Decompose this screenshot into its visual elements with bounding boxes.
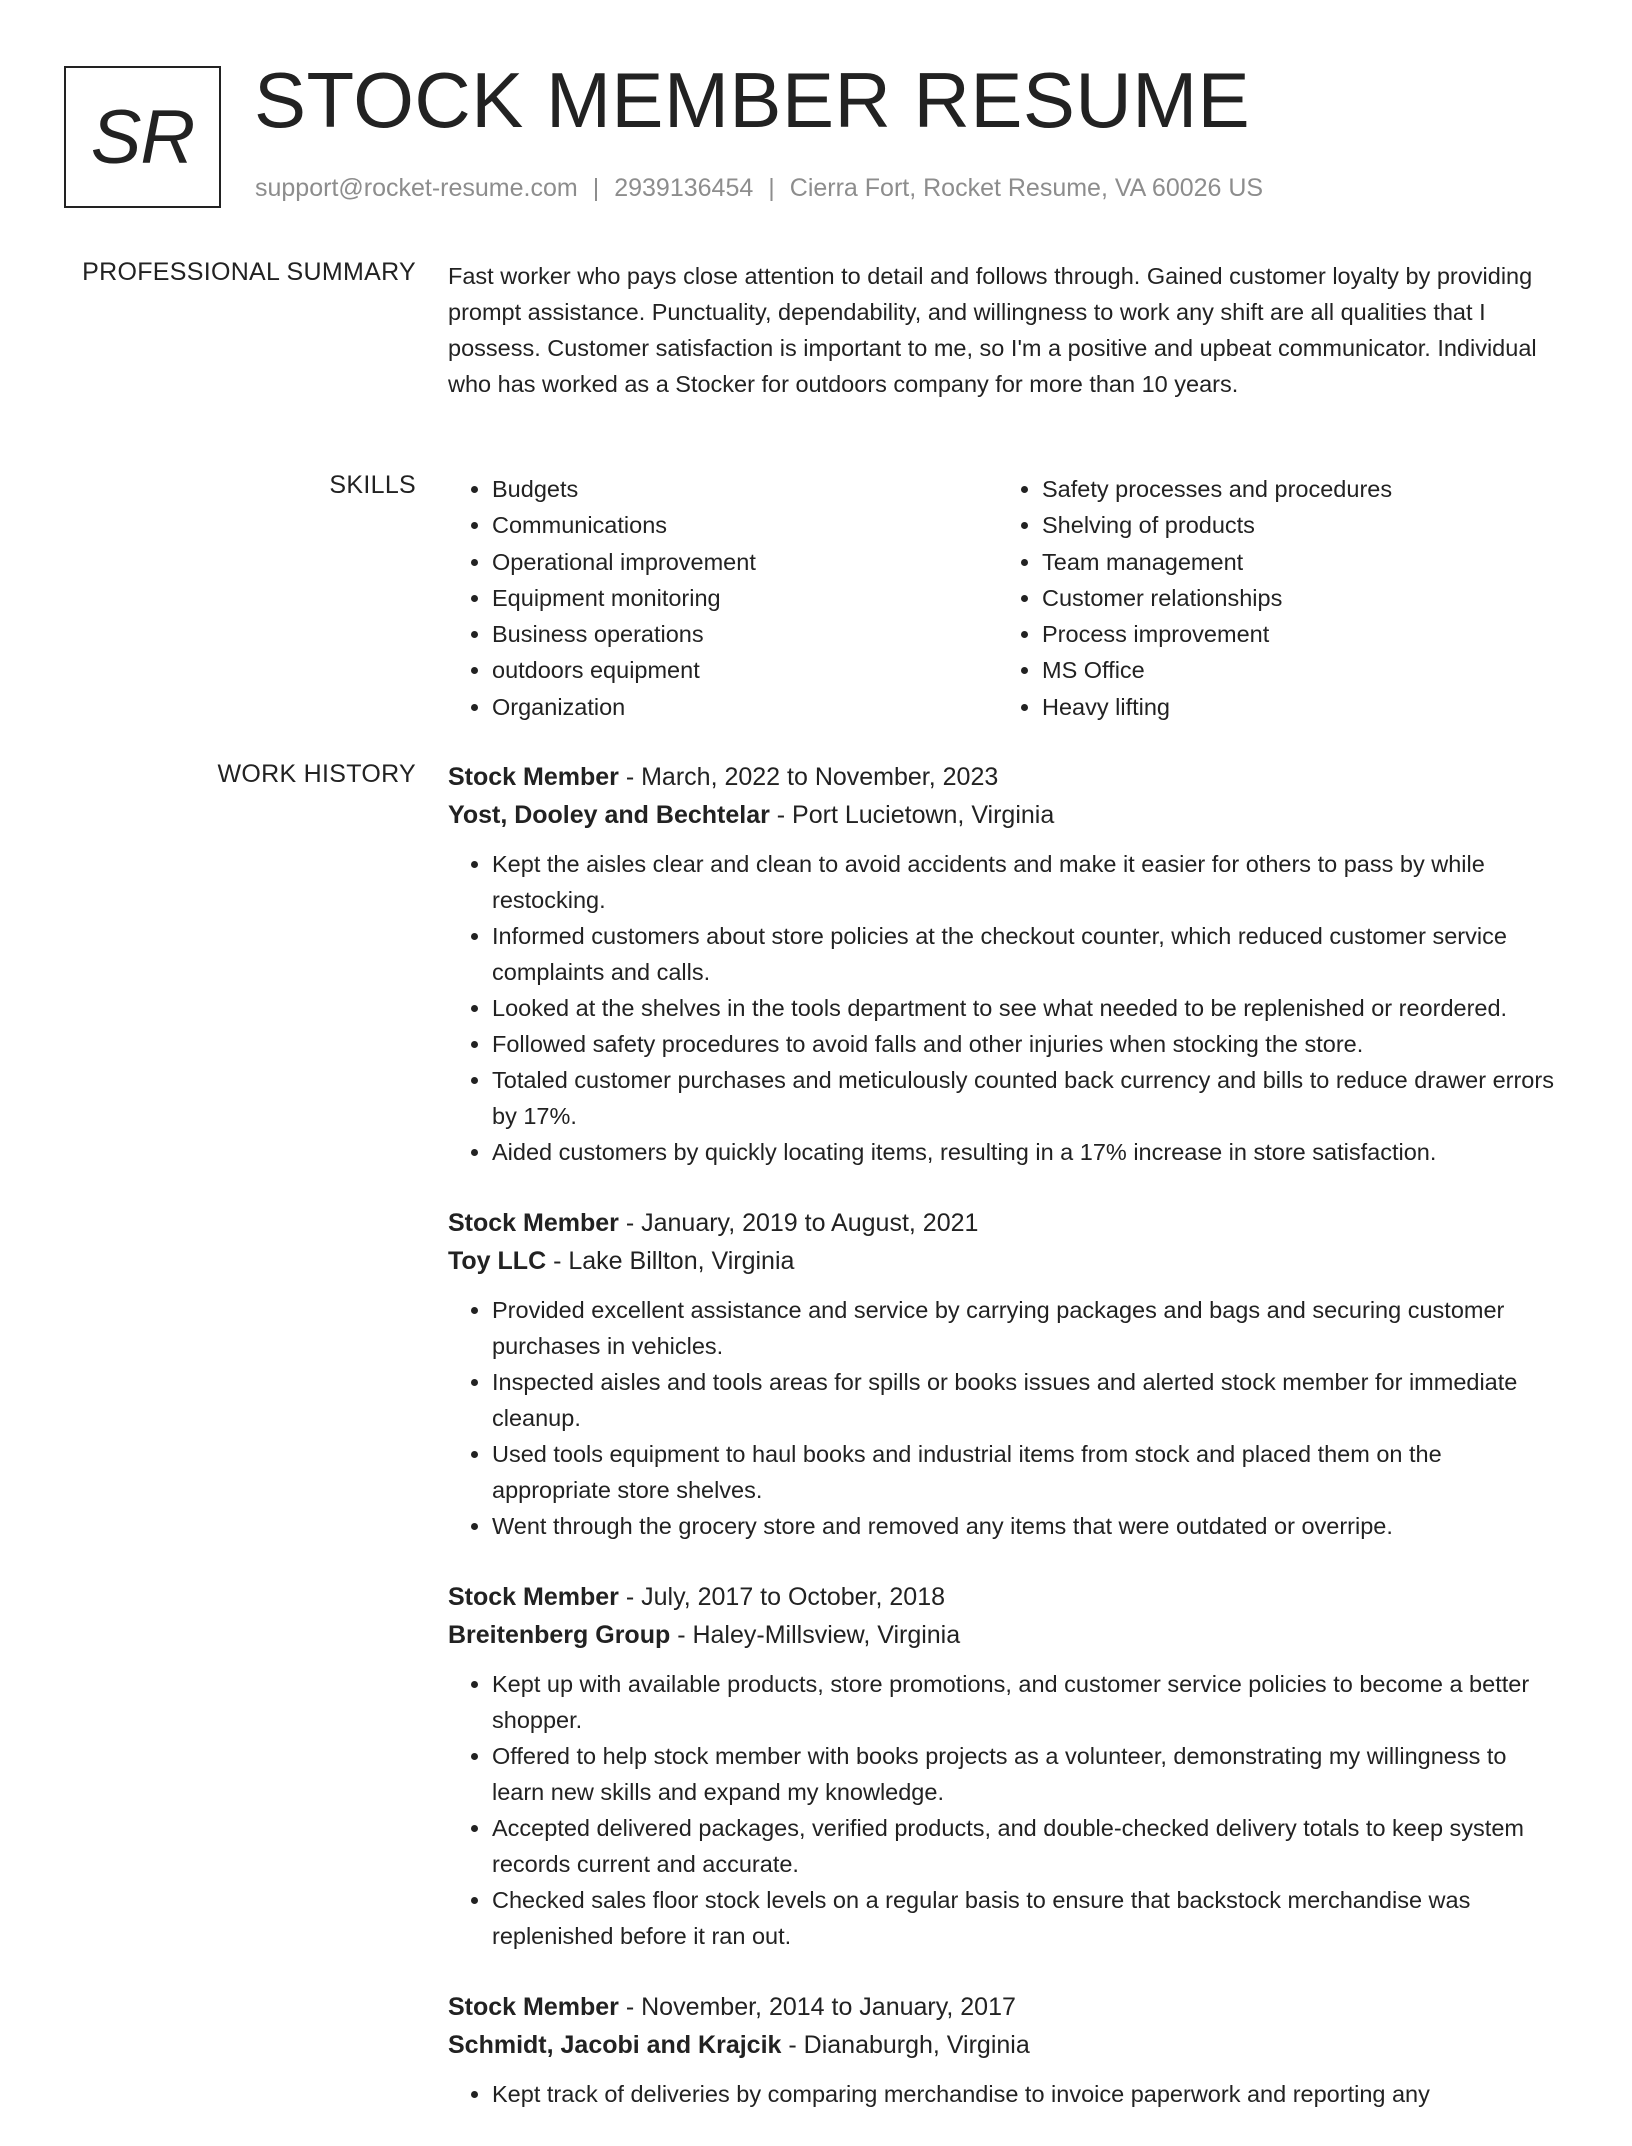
job-bullet: • Checked sales floor stock levels on a regular basis to ensure that backstock merchandise was replenished before it ran out. (492, 1882, 1563, 1954)
job-title-line (448, 758, 1563, 796)
skill-item: • Business operations (492, 616, 998, 652)
job-company: Schmidt, Jacobi and Krajcik (448, 2031, 782, 2059)
job-company: Yost, Dooley and Bechtelar (448, 801, 770, 829)
contact-line (255, 174, 1263, 203)
skill-item: • Operational improvement (492, 544, 998, 580)
job-title: Stock Member (448, 1209, 619, 1237)
contact-separator: | (768, 174, 775, 202)
initials-monogram (64, 66, 221, 208)
skill-item: • outdoors equipment (492, 652, 998, 688)
skill-item: • Budgets (492, 471, 998, 507)
summary-label: PROFESSIONAL SUMMARY (82, 258, 416, 286)
job-bullet: • Looked at the shelves in the tools department to see what needed to be replenished or reordered. (492, 990, 1563, 1026)
job-bullet: • Offered to help stock member with books projects as a volunteer, demonstrating my willingness to learn new skills and expand my knowledge. (492, 1738, 1563, 1810)
skills-list-right (998, 471, 1548, 725)
job-company-line (448, 2026, 1563, 2064)
job-bullet-list (448, 1666, 1563, 1954)
contact-address: Cierra Fort, Rocket Resume, VA 60026 US (789, 174, 1264, 202)
job-company-line (448, 1616, 1563, 1654)
skill-item: • Team management (1042, 544, 1548, 580)
job-entry (448, 1988, 1563, 2112)
job-dates: - March, 2022 to November, 2023 (618, 763, 999, 791)
job-bullet: • Provided excellent assistance and service by carrying packages and bags and securing customer purchases in vehicles. (492, 1292, 1563, 1364)
job-bullet: • Used tools equipment to haul books and industrial items from stock and placed them on the appropriate store shelves. (492, 1436, 1563, 1508)
job-entry (448, 758, 1563, 1170)
job-location: - Haley-Millsview, Virginia (670, 1621, 961, 1649)
job-location: - Dianaburgh, Virginia (781, 2031, 1030, 2059)
job-location: - Lake Billton, Virginia (546, 1247, 795, 1275)
work-history-list (448, 758, 1563, 2146)
job-company-line (448, 796, 1563, 834)
job-bullet: • Totaled customer purchases and meticulously counted back currency and bills to reduce drawer errors by 17%. (492, 1062, 1563, 1134)
resume-name-heading: STOCK MEMBER RESUME (254, 56, 1251, 144)
skills-list-left (448, 471, 998, 725)
job-title-line (448, 1204, 1563, 1242)
skill-item: • Organization (492, 689, 998, 725)
job-bullet: • Informed customers about store policies at the checkout counter, which reduced customer service complaints and calls. (492, 918, 1563, 990)
skill-item: • Customer relationships (1042, 580, 1548, 616)
job-company: Toy LLC (448, 1247, 547, 1275)
skills-label: SKILLS (329, 471, 416, 499)
job-bullet: • Followed safety procedures to avoid falls and other injuries when stocking the store. (492, 1026, 1563, 1062)
job-bullet: • Inspected aisles and tools areas for spills or books issues and alerted stock member for immediate cleanup. (492, 1364, 1563, 1436)
job-location: - Port Lucietown, Virginia (769, 801, 1055, 829)
job-bullet: • Went through the grocery store and removed any items that were outdated or overripe. (492, 1508, 1563, 1544)
job-bullet: • Aided customers by quickly locating items, resulting in a 17% increase in store satisfaction. (492, 1134, 1563, 1170)
job-dates: - November, 2014 to January, 2017 (618, 1993, 1016, 2021)
job-entry (448, 1204, 1563, 1544)
job-title-line (448, 1578, 1563, 1616)
job-company: Breitenberg Group (448, 1621, 671, 1649)
job-bullet: • Kept the aisles clear and clean to avoid accidents and make it easier for others to pass by while restocking. (492, 846, 1563, 918)
skill-item: • Process improvement (1042, 616, 1548, 652)
contact-separator: | (592, 174, 600, 202)
initials-text: SR (90, 94, 195, 180)
job-company-line (448, 1242, 1563, 1280)
job-bullet-list (448, 846, 1563, 1170)
contact-email: support@rocket-resume.com (255, 174, 578, 202)
job-dates: - July, 2017 to October, 2018 (618, 1583, 946, 1611)
job-title-line (448, 1988, 1563, 2026)
skill-item: • MS Office (1042, 652, 1548, 688)
job-dates: - January, 2019 to August, 2021 (618, 1209, 979, 1237)
summary-text: Fast worker who pays close attention to detail and follows through. Gained customer loyalty by providing prompt assistance. Punctuality, dependability, and willingness to work any shift are all qualities that I possess. Customer satisfaction is important to me, so I'm a positive and upbeat communicator. Individual who has worked as a Stocker for outdoors company for more than 10 years. (448, 263, 1537, 397)
skill-item: • Safety processes and procedures (1042, 471, 1548, 507)
job-bullet: • Kept up with available products, store promotions, and customer service policies to become a better shopper. (492, 1666, 1563, 1738)
skill-item: • Heavy lifting (1042, 689, 1548, 725)
job-bullet-list (448, 1292, 1563, 1544)
skill-item: • Equipment monitoring (492, 580, 998, 616)
job-bullet: • Accepted delivered packages, verified products, and double-checked delivery totals to keep system records current and accurate. (492, 1810, 1563, 1882)
job-bullet-list (448, 2076, 1563, 2112)
skill-item: • Communications (492, 507, 998, 543)
job-title: Stock Member (448, 763, 619, 791)
job-title: Stock Member (448, 1583, 619, 1611)
contact-phone: 2939136454 (614, 174, 754, 202)
work-history-label: WORK HISTORY (217, 760, 416, 788)
skill-item: • Shelving of products (1042, 507, 1548, 543)
job-bullet: • Kept track of deliveries by comparing merchandise to invoice paperwork and reporting any (492, 2076, 1563, 2112)
job-entry (448, 1578, 1563, 1954)
job-title: Stock Member (448, 1993, 619, 2021)
